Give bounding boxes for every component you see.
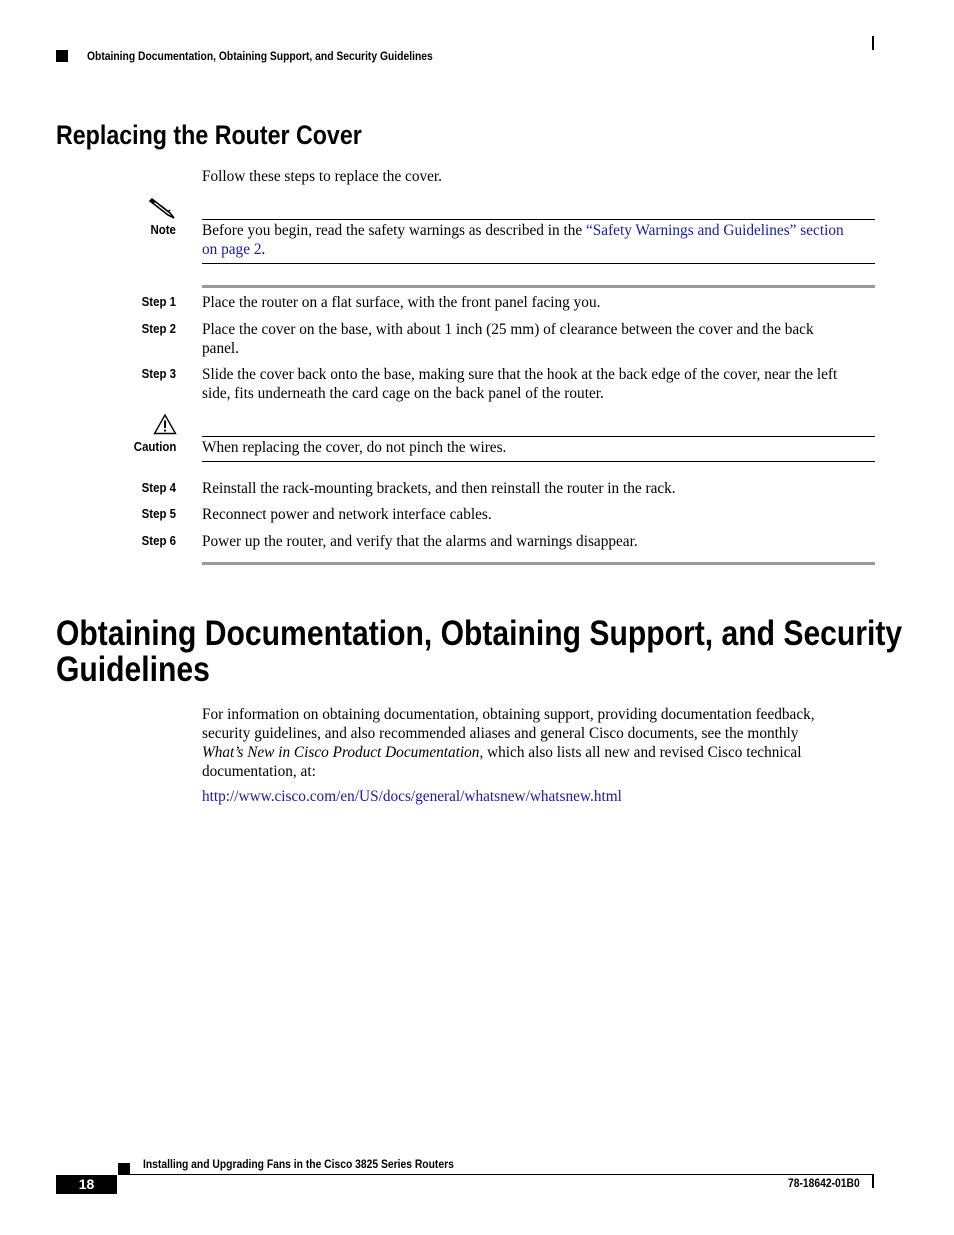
pencil-icon <box>148 196 178 220</box>
section-title-line2: Guidelines <box>56 650 210 689</box>
page-number: 18 <box>78 1176 95 1192</box>
step-2-text-line1: Place the cover on the base, with about 1 inch (25 mm) of clearance between the cover and the back <box>202 321 814 338</box>
warning-triangle-icon <box>153 413 177 435</box>
procedure-bottom-rule <box>202 562 875 565</box>
note-bottom-rule <box>202 263 875 264</box>
caution-bottom-rule <box>202 461 875 462</box>
intro-paragraph: Follow these steps to replace the cover. <box>202 168 443 185</box>
safety-warnings-link[interactable]: “Safety Warnings and Guidelines” section <box>586 222 844 239</box>
step-4-label: Step 4 <box>141 480 176 495</box>
footer-doc-number: 78-18642-01B0 <box>788 1176 860 1190</box>
step-3-label: Step 3 <box>141 366 176 381</box>
note-label: Note <box>150 222 176 237</box>
header-marker <box>56 50 68 62</box>
footer-book-title: Installing and Upgrading Fans in the Cisco 3825 Series Routers <box>143 1157 454 1171</box>
step-5-text: Reconnect power and network interface cables. <box>202 506 492 523</box>
step-6-label: Step 6 <box>141 533 176 548</box>
footer-right-tick <box>872 1175 874 1188</box>
paragraph-line4: documentation, at: <box>202 763 316 780</box>
section-title-obtaining-documentation <box>56 616 954 688</box>
step-6-text: Power up the router, and verify that the alarms and warnings disappear. <box>202 533 638 550</box>
caution-text: When replacing the cover, do not pinch the wires. <box>202 439 507 456</box>
step-1-text: Place the router on a flat surface, with the front panel facing you. <box>202 294 601 311</box>
header-rule <box>56 49 874 50</box>
header-right-tick <box>872 36 874 50</box>
step-3-text-line1: Slide the cover back onto the base, making sure that the hook at the back edge of the cover, near the left <box>202 366 838 383</box>
note-text <box>202 221 882 259</box>
whats-new-title: What’s New in Cisco Product Documentation <box>202 744 480 761</box>
note-top-rule <box>202 219 875 220</box>
paragraph-line3: What’s New in Cisco Product Documentation, which also lists all new and revised Cisco technical <box>202 744 802 761</box>
running-header-title: Obtaining Documentation, Obtaining Support, and Security Guidelines <box>87 49 433 63</box>
note-text-after: . <box>261 241 266 258</box>
whats-new-url-link[interactable]: http://www.cisco.com/en/US/docs/general/whatsnew/whatsnew.html <box>202 788 622 805</box>
step-2-text-line2: panel. <box>202 340 239 357</box>
section-title-line1: Obtaining Documentation, Obtaining Support, and Security <box>56 614 903 653</box>
caution-top-rule <box>202 436 875 437</box>
documentation-paragraph <box>202 705 892 781</box>
section-title-replacing-cover: Replacing the Router Cover <box>56 120 362 150</box>
footer-rule <box>118 1174 874 1175</box>
safety-warnings-link-page[interactable]: on page 2 <box>202 241 262 258</box>
step-5-label: Step 5 <box>141 506 176 521</box>
procedure-top-rule <box>202 285 875 288</box>
step-3-text-line2: side, fits underneath the card cage on the back panel of the router. <box>202 385 604 402</box>
paragraph-line1: For information on obtaining documentation, obtaining support, providing documentation feedback, <box>202 706 815 723</box>
step-1-label: Step 1 <box>141 294 176 309</box>
step-2-label: Step 2 <box>141 321 176 336</box>
note-text-before: Before you begin, read the safety warnings as described in the <box>202 222 586 239</box>
paragraph-line2: security guidelines, and also recommended aliases and general Cisco documents, see the monthly <box>202 725 799 742</box>
caution-label: Caution <box>133 439 176 454</box>
step-4-text: Reinstall the rack-mounting brackets, and then reinstall the router in the rack. <box>202 480 676 497</box>
